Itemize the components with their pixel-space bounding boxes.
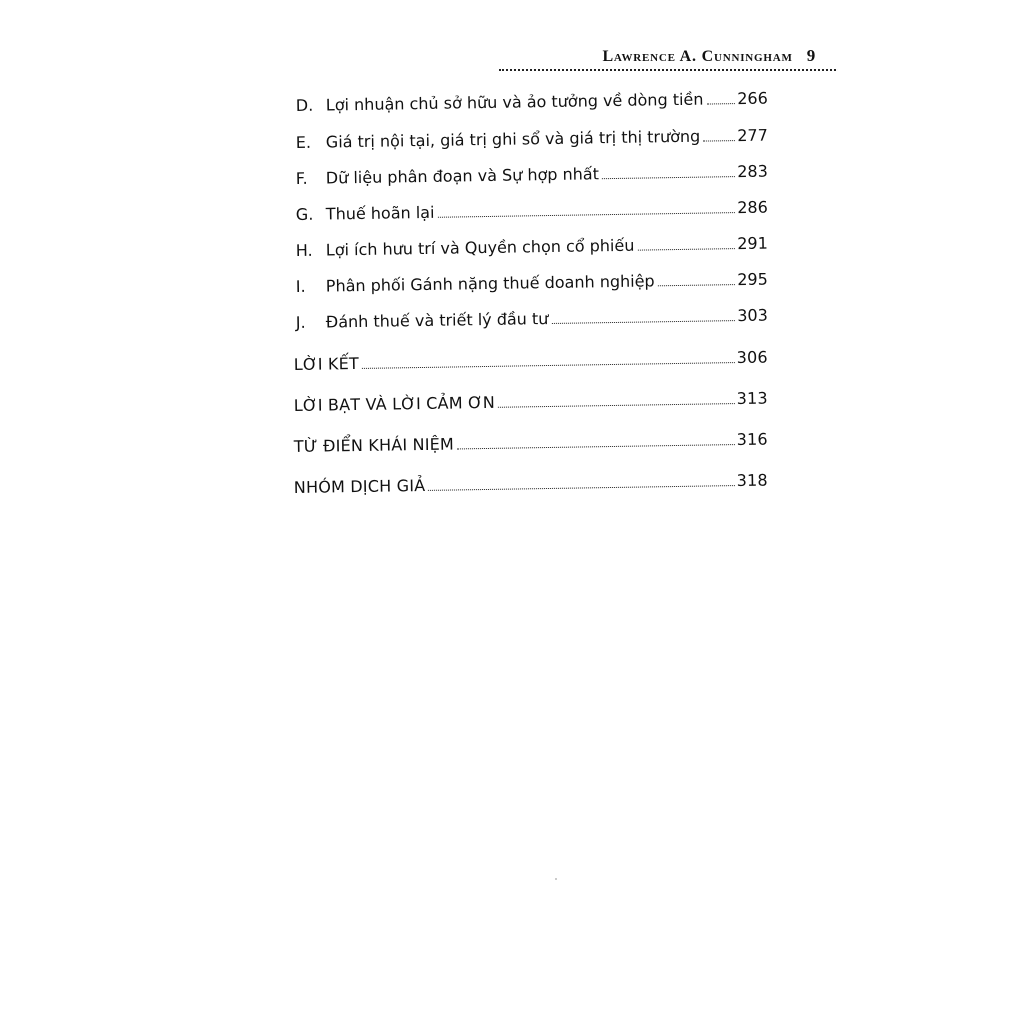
toc-section-title: LỜI KẾT (293, 353, 360, 374)
toc-entry-i[interactable] (296, 270, 768, 296)
toc-entry-e[interactable] (296, 126, 768, 152)
toc-entry-letter: I. (295, 276, 306, 296)
toc-entry-page: 286 (737, 197, 768, 218)
toc-leader-dots (703, 140, 735, 142)
toc-entry-title: Giá trị nội tại, giá trị ghi sổ và giá trị thị trường (325, 126, 701, 152)
toc-entry-letter: G. (295, 204, 314, 224)
toc-leader-dots (362, 362, 735, 369)
toc-entry-letter: D. (295, 95, 314, 115)
toc-entry-page: 277 (737, 125, 768, 146)
toc-entry-page: 283 (737, 161, 768, 182)
toc-section-page: 313 (736, 388, 768, 409)
toc-entry-j[interactable] (296, 306, 768, 332)
toc-leader-dots (706, 103, 735, 104)
toc-entry-g[interactable] (296, 198, 768, 224)
toc-section-nhom-dich-gia[interactable] (294, 471, 768, 497)
toc-leader-dots (457, 444, 735, 449)
toc-section-page: 306 (736, 347, 768, 368)
toc-entry-letter: J. (295, 312, 306, 332)
toc-entry-letter: H. (295, 240, 313, 260)
toc-entry-f[interactable] (296, 162, 768, 188)
header-page-number: 9 (806, 46, 816, 65)
toc-entry-title: Đánh thuế và triết lý đầu tư (325, 309, 549, 332)
toc-entry-title: Dữ liệu phân đoạn và Sự hợp nhất (325, 164, 600, 188)
toc-section-page: 316 (736, 429, 768, 450)
toc-entry-title: Lợi nhuận chủ sở hữu và ảo tưởng về dòng tiền (325, 89, 704, 115)
toc-leader-dots (438, 212, 736, 218)
toc-leader-dots (551, 320, 735, 324)
toc-entry-title: Lợi ích hưu trí và Quyền chọn cổ phiếu (325, 235, 635, 260)
toc-section-title: TỪ ĐIỂN KHÁI NIỆM (293, 434, 455, 456)
toc-section-loi-ket[interactable] (294, 348, 768, 374)
toc-leader-dots (498, 403, 735, 408)
toc-leader-dots (428, 485, 734, 491)
toc-section-title: LỜI BẠT VÀ LỜI CẢM ƠN (293, 392, 496, 415)
toc-leader-dots (637, 248, 735, 251)
paper-speck (555, 878, 557, 880)
toc-section-title: NHÓM DỊCH GIẢ (293, 475, 426, 497)
toc-entry-title: Phân phối Gánh nặng thuế doanh nghiệp (325, 271, 655, 296)
toc-leader-dots (658, 284, 736, 286)
toc-entry-d[interactable] (296, 89, 768, 115)
toc-section-loi-bat[interactable] (294, 389, 768, 415)
header-author: Lawrence A. Cunningham (602, 48, 793, 65)
toc-leader-dots (602, 176, 735, 179)
toc-section-page: 318 (736, 470, 768, 491)
toc-entry-letter: E. (295, 132, 312, 152)
toc-entry-letter: F. (295, 168, 308, 188)
toc-entry-page: 291 (737, 233, 768, 254)
toc-entry-page: 303 (737, 305, 768, 326)
toc-entry-h[interactable] (296, 234, 768, 260)
toc-entry-page: 266 (737, 88, 768, 109)
toc-entry-page: 295 (737, 269, 768, 290)
toc-entry-title: Thuế hoãn lại (325, 202, 435, 224)
toc-section-tu-dien[interactable] (294, 430, 768, 456)
